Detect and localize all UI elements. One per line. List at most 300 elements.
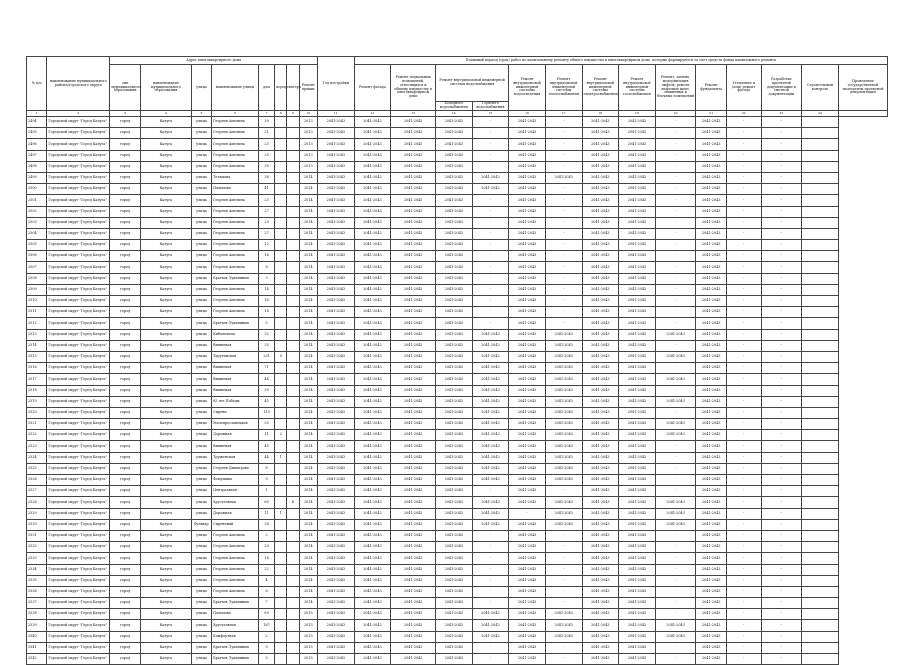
cell-city: Калуга (140, 430, 191, 441)
cell-period: 2041-2043 (509, 284, 546, 295)
cell-period (802, 463, 839, 474)
cell-y: 2014 (299, 296, 317, 307)
cell-period: 2041-2043 (619, 486, 656, 497)
cell-period: - (761, 575, 802, 586)
cell-period: 2041-2043 (619, 161, 656, 172)
cell-period: 2041-2043 (509, 452, 546, 463)
cell-period: 2041-2043 (436, 172, 473, 183)
cell-period (802, 284, 839, 295)
cell-period: 2041-2043 (318, 172, 355, 183)
cell-street: Георгия Амелина (212, 553, 259, 564)
cell-mun: Городской округ "Город Калуга" (47, 273, 110, 284)
cell-period: 2041-2043 (509, 642, 546, 653)
cell-st: улица (191, 329, 211, 340)
cell-period: - (761, 318, 802, 329)
cell-period: 2041-2043 (619, 363, 656, 374)
cell-period: - (655, 228, 696, 239)
cell-street: Георгия Амелина (212, 240, 259, 251)
cell-period: 2041-2043 (354, 195, 391, 206)
capital-repair-table (26, 56, 888, 665)
cell-mun: Городской округ "Город Калуга" (47, 642, 110, 653)
cell-period (802, 329, 839, 340)
cell-period: 2041-2043 (472, 172, 509, 183)
cell-period: - (545, 128, 582, 139)
cell-period: - (761, 508, 802, 519)
cell-n: 2523 (27, 441, 47, 452)
cell-period: 2041-2043 (509, 620, 546, 631)
cell-city: Калуга (140, 284, 191, 295)
cell-period: 2041-2043 (391, 128, 436, 139)
cell-period: 2041-2043 (509, 575, 546, 586)
table-row (27, 296, 888, 307)
cell-street: Фомушина (212, 475, 259, 486)
cell-period: 2041-2043 (354, 240, 391, 251)
cell-period: - (655, 139, 696, 150)
cell-period: 2041-2043 (582, 530, 619, 541)
cell-n: 2514 (27, 340, 47, 351)
table-row (27, 128, 888, 139)
cell-mun: Городской округ "Город Калуга" (47, 407, 110, 418)
cell-period: 2041-2043 (582, 542, 619, 553)
header-control: Строительный контроль (802, 65, 839, 111)
cell-lit (287, 318, 299, 329)
cell-st: улица (191, 363, 211, 374)
cell-y: 2013 (299, 139, 317, 150)
cell-period: - (726, 497, 761, 508)
cell-period: - (726, 542, 761, 553)
cell-h: 2 (258, 530, 274, 541)
cell-mun: Городской округ "Город Калуга" (47, 396, 110, 407)
cell-period: 2041-2043 (582, 486, 619, 497)
cell-y: 2014 (299, 206, 317, 217)
cell-period: - (761, 251, 802, 262)
cell-st: улица (191, 452, 211, 463)
cell-n: 2494 (27, 117, 47, 128)
cell-period: 2041-2043 (436, 430, 473, 441)
cell-period: 2041-2043 (318, 654, 355, 665)
cell-period: - (726, 273, 761, 284)
cell-y: 2014 (299, 497, 317, 508)
cell-period: 2041-2043 (509, 363, 546, 374)
cell-period: 2041-2043 (619, 654, 656, 665)
cell-period: 2041-2043 (391, 654, 436, 665)
cell-period: - (655, 441, 696, 452)
cell-period (802, 161, 839, 172)
cell-period: 2041-2043 (545, 475, 582, 486)
cell-k (275, 161, 287, 172)
cell-period: - (545, 217, 582, 228)
cell-period: 2041-2043 (696, 307, 727, 318)
cell-period: 2041-2043 (696, 228, 727, 239)
cell-st: улица (191, 318, 211, 329)
cell-period: 2041-2043 (391, 363, 436, 374)
cell-period: 2041-2043 (318, 475, 355, 486)
cell-period: 2041-2043 (696, 206, 727, 217)
cell-period: 2041-2043 (655, 351, 696, 362)
cell-street: Георгия Амелина (212, 195, 259, 206)
cell-period: 2041-2043 (354, 475, 391, 486)
cell-period: - (655, 318, 696, 329)
cell-period: 2041-2043 (655, 508, 696, 519)
cell-period: 2041-2043 (318, 542, 355, 553)
cell-period: - (761, 363, 802, 374)
cell-street: Дорожная (212, 508, 259, 519)
cell-period: - (472, 273, 509, 284)
cell-period: - (726, 184, 761, 195)
cell-period: - (545, 530, 582, 541)
cell-h: 14 (258, 284, 274, 295)
cell-period: 2041-2043 (696, 553, 727, 564)
cell-n: 2538 (27, 609, 47, 620)
cell-city: Калуга (140, 351, 191, 362)
cell-period: 2041-2043 (619, 374, 656, 385)
cell-lit (287, 430, 299, 441)
cell-t: город (110, 609, 141, 620)
cell-period: 2041-2043 (354, 184, 391, 195)
cell-st: улица (191, 273, 211, 284)
cell-mun: Городской округ "Город Калуга" (47, 150, 110, 161)
cell-period (802, 508, 839, 519)
cell-lit (287, 654, 299, 665)
cell-period: 2041-2043 (696, 374, 727, 385)
cell-period: - (726, 586, 761, 597)
cell-period: - (726, 430, 761, 441)
cell-lit (287, 642, 299, 653)
cell-period: 2041-2043 (545, 396, 582, 407)
cell-period: 2041-2043 (509, 340, 546, 351)
cell-street: Хрустальная (212, 497, 259, 508)
cell-period: - (655, 150, 696, 161)
column-number: 22 (726, 111, 761, 117)
cell-period: - (472, 284, 509, 295)
cell-k (275, 150, 287, 161)
cell-y: 2014 (299, 318, 317, 329)
cell-n: 2541 (27, 642, 47, 653)
cell-period: 2041-2043 (619, 251, 656, 262)
cell-period: - (726, 206, 761, 217)
cell-period: 2041-2043 (619, 598, 656, 609)
cell-period: 2041-2043 (391, 441, 436, 452)
cell-period: 2041-2043 (545, 463, 582, 474)
cell-period: 2041-2043 (582, 217, 619, 228)
cell-period: 2041-2043 (509, 586, 546, 597)
cell-k (275, 553, 287, 564)
cell-period (802, 273, 839, 284)
cell-period: - (761, 475, 802, 486)
cell-mun: Городской округ "Город Калуга" (47, 631, 110, 642)
cell-period: 2041-2043 (318, 296, 355, 307)
cell-street: Сирени (212, 407, 259, 418)
cell-y: 2014 (299, 598, 317, 609)
column-number: 11 (318, 111, 355, 117)
cell-period: - (726, 609, 761, 620)
cell-mun: Городской округ "Город Калуга" (47, 374, 110, 385)
cell-h: 18 (258, 307, 274, 318)
cell-street: Братьев Луканиных (212, 318, 259, 329)
cell-period: - (655, 307, 696, 318)
cell-period: 2041-2043 (619, 262, 656, 273)
cell-period: 2041-2043 (391, 117, 436, 128)
cell-mun: Городской округ "Город Калуга" (47, 598, 110, 609)
header-expertise: Проведение государственной экспертизы проектной документации (838, 65, 887, 111)
cell-city: Калуга (140, 530, 191, 541)
header-drainage: Ремонт внутридомовой инженерной системы водоотведения (509, 65, 546, 111)
cell-period: 2041-2043 (509, 396, 546, 407)
cell-t: город (110, 553, 141, 564)
cell-mun: Городской округ "Город Калуга" (47, 240, 110, 251)
table-row (27, 195, 888, 206)
cell-period: - (726, 374, 761, 385)
cell-h: 9 (258, 475, 274, 486)
cell-period: 2041-2043 (696, 284, 727, 295)
cell-period: - (761, 206, 802, 217)
table-row (27, 273, 888, 284)
cell-city: Калуга (140, 475, 191, 486)
cell-period: 2041-2043 (391, 620, 436, 631)
cell-period: 2041-2043 (619, 407, 656, 418)
cell-y: 2015 (299, 609, 317, 620)
cell-period: 2041-2043 (436, 161, 473, 172)
table-row (27, 351, 888, 362)
cell-period: 2041-2043 (354, 206, 391, 217)
cell-k (275, 530, 287, 541)
cell-period: - (761, 407, 802, 418)
cell-period (802, 396, 839, 407)
cell-period: - (726, 396, 761, 407)
cell-y: 2015 (299, 642, 317, 653)
cell-period: 2041-2043 (318, 228, 355, 239)
cell-period: 2041-2043 (318, 161, 355, 172)
cell-h: 6 (258, 586, 274, 597)
cell-period (802, 609, 839, 620)
cell-period: - (545, 296, 582, 307)
cell-period: 2041-2043 (582, 508, 619, 519)
cell-period: 2041-2043 (619, 240, 656, 251)
cell-period: 2041-2043 (696, 609, 727, 620)
table-row (27, 519, 888, 530)
column-number (838, 111, 887, 117)
cell-st: улица (191, 262, 211, 273)
cell-period: 2041-2043 (696, 452, 727, 463)
cell-period: 2041-2043 (582, 161, 619, 172)
cell-period: 2041-2043 (509, 217, 546, 228)
cell-period: - (472, 240, 509, 251)
cell-h: 35 (258, 340, 274, 351)
cell-period: 2041-2043 (696, 396, 727, 407)
cell-lit (287, 542, 299, 553)
cell-period (802, 262, 839, 273)
table-row (27, 553, 888, 564)
cell-period: 2041-2043 (318, 530, 355, 541)
cell-street: Комфортная (212, 631, 259, 642)
cell-period: 2041-2043 (696, 530, 727, 541)
cell-k (275, 642, 287, 653)
cell-period: 2041-2043 (582, 284, 619, 295)
cell-period (802, 307, 839, 318)
cell-period: 2041-2043 (318, 430, 355, 441)
cell-period: 2041-2043 (318, 351, 355, 362)
cell-period: 2041-2043 (354, 363, 391, 374)
cell-city: Калуга (140, 128, 191, 139)
cell-period: 2041-2043 (696, 486, 727, 497)
cell-period (802, 654, 839, 665)
cell-period: - (726, 407, 761, 418)
cell-period: 2041-2043 (582, 318, 619, 329)
cell-t: город (110, 542, 141, 553)
cell-y: 2014 (299, 251, 317, 262)
cell-period: 2041-2043 (509, 128, 546, 139)
cell-period: - (472, 251, 509, 262)
cell-period: 2041-2043 (619, 139, 656, 150)
header-house: дом (258, 65, 274, 111)
cell-period: 2041-2043 (354, 586, 391, 597)
cell-period: 2041-2043 (391, 228, 436, 239)
cell-period: 2041-2043 (582, 150, 619, 161)
cell-n: 2527 (27, 486, 47, 497)
cell-period: - (472, 598, 509, 609)
cell-period: 2041-2043 (582, 329, 619, 340)
cell-mun: Городской округ "Город Калуга" (47, 184, 110, 195)
cell-city: Калуга (140, 240, 191, 251)
cell-period: 2041-2043 (318, 307, 355, 318)
cell-period: 2041-2043 (655, 329, 696, 340)
cell-y: 2014 (299, 184, 317, 195)
cell-st: улица (191, 598, 211, 609)
cell-mun: Городской округ "Город Калуга" (47, 139, 110, 150)
cell-period: 2041-2043 (619, 586, 656, 597)
cell-period: - (726, 318, 761, 329)
cell-street: Георгия Амелина (212, 530, 259, 541)
table-row (27, 385, 888, 396)
cell-t: город (110, 564, 141, 575)
cell-k (275, 463, 287, 474)
cell-period: 2041-2043 (436, 195, 473, 206)
cell-period: 2041-2043 (472, 374, 509, 385)
cell-period: - (761, 553, 802, 564)
cell-period: 2041-2043 (354, 150, 391, 161)
cell-period: 2041-2043 (391, 564, 436, 575)
cell-period: 2041-2043 (354, 553, 391, 564)
cell-period: 2041-2043 (391, 430, 436, 441)
cell-k (275, 385, 287, 396)
cell-period: 2041-2043 (655, 631, 696, 642)
cell-period: 2041-2043 (696, 273, 727, 284)
cell-period: 2041-2043 (354, 654, 391, 665)
cell-period: 2041-2043 (436, 284, 473, 295)
cell-period: 2041-2043 (619, 519, 656, 530)
cell-period: 2041-2043 (582, 642, 619, 653)
cell-city: Калуга (140, 161, 191, 172)
cell-period: 2041-2043 (354, 296, 391, 307)
cell-lit (287, 419, 299, 430)
cell-t: город (110, 340, 141, 351)
cell-period: 2041-2043 (619, 553, 656, 564)
cell-period: 2041-2043 (436, 273, 473, 284)
cell-period: 2041-2043 (436, 385, 473, 396)
cell-period: - (545, 318, 582, 329)
cell-h: 4 (258, 575, 274, 586)
cell-period: - (726, 486, 761, 497)
cell-period: 2041-2043 (619, 128, 656, 139)
cell-k (275, 542, 287, 553)
cell-period: - (545, 564, 582, 575)
table-row (27, 586, 888, 597)
cell-street: Братьев Луканиных (212, 273, 259, 284)
cell-y: 2014 (299, 542, 317, 553)
cell-n: 2536 (27, 586, 47, 597)
cell-period: 2041-2043 (545, 374, 582, 385)
cell-period: 2041-2043 (354, 284, 391, 295)
cell-period: 2041-2043 (318, 441, 355, 452)
cell-period: - (655, 240, 696, 251)
cell-street: Георгия Амелина (212, 307, 259, 318)
cell-period: 2041-2043 (509, 407, 546, 418)
cell-street: Георгия Амелина (212, 296, 259, 307)
cell-lit (287, 508, 299, 519)
cell-lit: Б (287, 497, 299, 508)
cell-k (275, 262, 287, 273)
cell-h: 21 (258, 128, 274, 139)
cell-period: 2041-2043 (545, 430, 582, 441)
cell-period: 2041-2043 (436, 486, 473, 497)
cell-period: - (655, 486, 696, 497)
cell-n: 2509 (27, 284, 47, 295)
header-num: № п/п (27, 57, 47, 111)
cell-mun: Городской округ "Город Калуга" (47, 195, 110, 206)
cell-street: Георгия Амелина (212, 117, 259, 128)
cell-period: 2041-2043 (318, 553, 355, 564)
cell-period: - (726, 351, 761, 362)
cell-y: 2014 (299, 564, 317, 575)
cell-period: 2041-2043 (318, 452, 355, 463)
cell-st: улица (191, 385, 211, 396)
cell-period: 2041-2043 (545, 497, 582, 508)
cell-period: 2041-2043 (696, 363, 727, 374)
cell-n: 2501 (27, 195, 47, 206)
cell-st: улица (191, 486, 211, 497)
cell-t: город (110, 463, 141, 474)
cell-city: Калуга (140, 396, 191, 407)
cell-period: 2041-2043 (354, 631, 391, 642)
cell-period: - (761, 284, 802, 295)
cell-period: - (726, 631, 761, 642)
cell-t: город (110, 240, 141, 251)
cell-period: - (761, 307, 802, 318)
cell-mun: Городской округ "Город Калуга" (47, 340, 110, 351)
table-header (27, 57, 888, 117)
cell-h: 3 (258, 273, 274, 284)
cell-mun: Городской округ "Город Калуга" (47, 452, 110, 463)
cell-k (275, 497, 287, 508)
cell-period: - (655, 217, 696, 228)
cell-period: 2041-2043 (391, 553, 436, 564)
cell-period: 2041-2043 (545, 508, 582, 519)
cell-street: Вишневая (212, 385, 259, 396)
cell-period: 2041-2043 (696, 184, 727, 195)
cell-y: 2014 (299, 329, 317, 340)
header-address-group: Адрес многоквартирного дома (110, 57, 318, 65)
cell-period: 2041-2043 (436, 586, 473, 597)
cell-n: 2510 (27, 296, 47, 307)
cell-period (802, 430, 839, 441)
cell-period: - (761, 117, 802, 128)
cell-period: - (472, 195, 509, 206)
cell-period: 2041-2043 (391, 184, 436, 195)
cell-period: 2041-2043 (696, 586, 727, 597)
cell-period: 2041-2043 (582, 240, 619, 251)
cell-period: 2041-2043 (472, 497, 509, 508)
cell-st: улица (191, 351, 211, 362)
